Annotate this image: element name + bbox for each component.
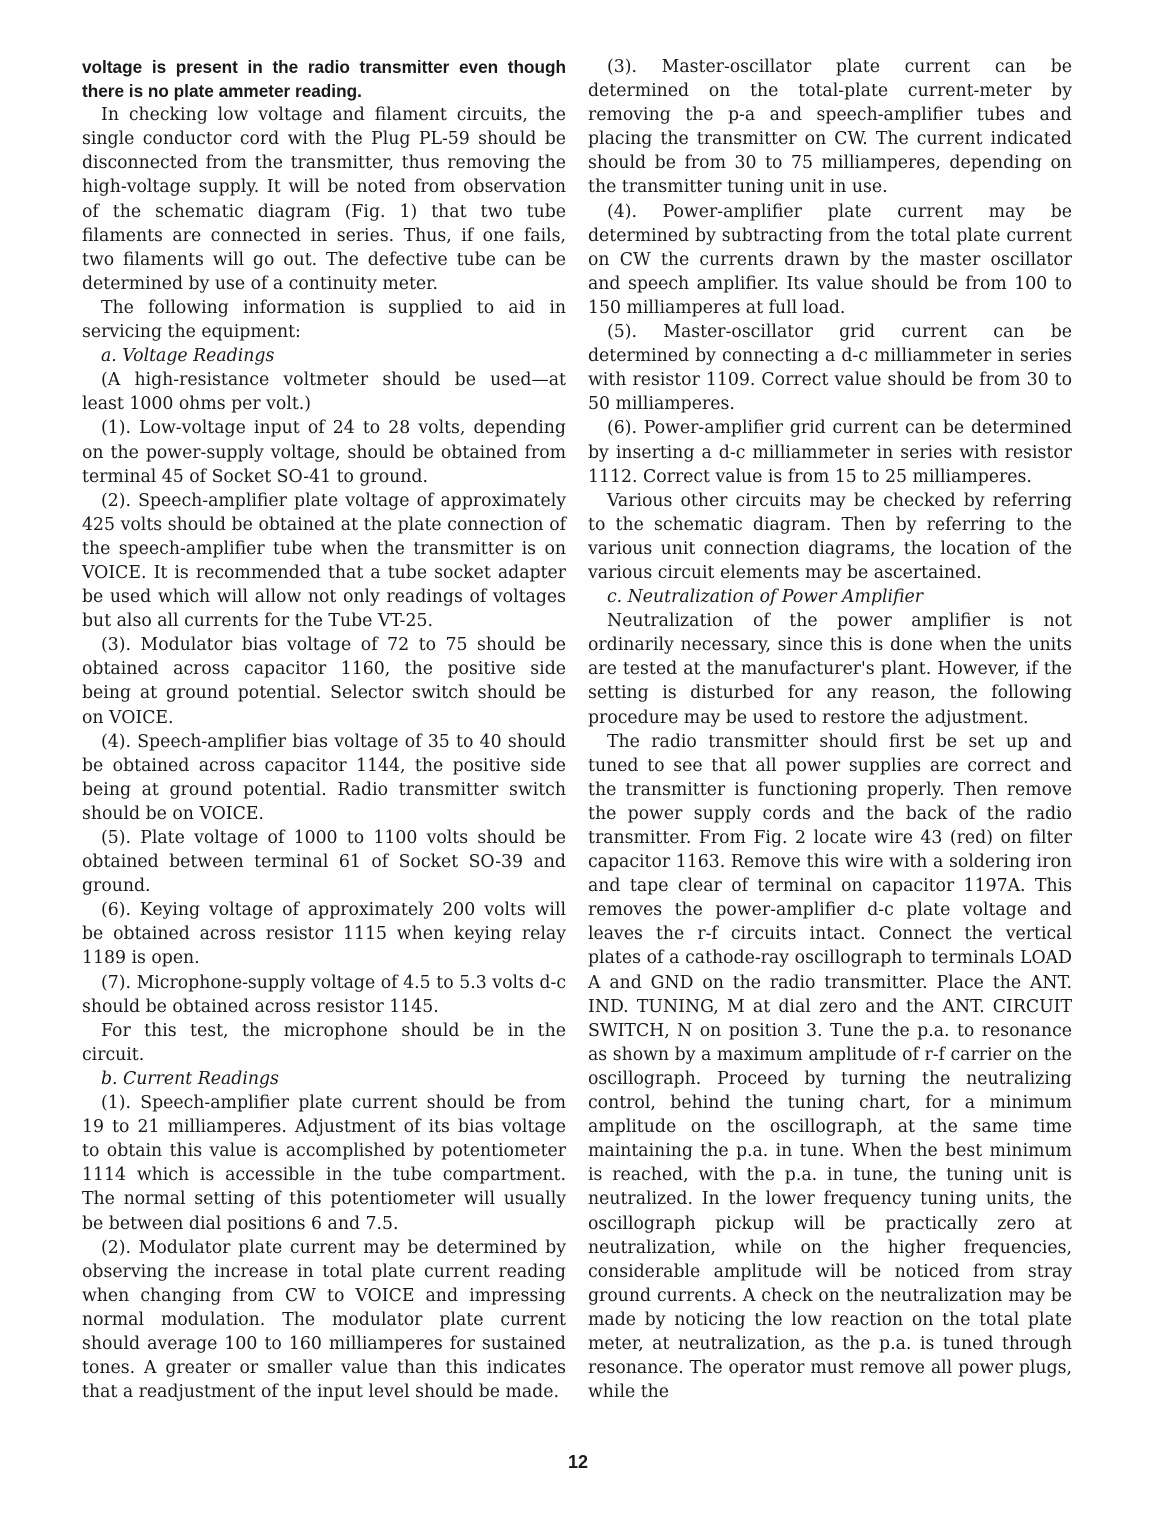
list-item: (3). Modulator bias voltage of 72 to 75 should be obtained across capacitor 1160, the positive side being at ground potential. Selector switch should be on VOICE. (82, 635, 566, 728)
paragraph: Various other circuits may be checked by referring to the schematic diagram. Then by referring to the various unit connection diagrams, the location of the various circuit elements may be ascertained. (588, 490, 1072, 583)
paragraph: In checking low voltage and filament circuits, the single conductor cord with the Plug PL-59 should be disconnected from the transmitter, thus removing the high-voltage supply. It will be noted from observation of the schematic diagram (Fig. 1) that two tube filaments are connected in series. Thus, if one fails, two filaments will go out. The defective tube can be determined by use of a continuity meter. (82, 105, 566, 294)
list-item: (1). Low-voltage input of 24 to 28 volts, depending on the power-supply voltage, should be obtained from terminal 45 of Socket SO-41 to ground. (82, 418, 566, 487)
paragraph: The radio transmitter should first be set up and tuned to see that all power supplies are correct and the transmitter is functioning properly. Then remove the power supply cords and the back of the radio transmitter. From Fig. 2 locate wire 43 (red) on filter capacitor 1163. Remove this wire with a soldering iron and tape clear of terminal on capacitor 1197A. This removes the power-amplifier d-c plate voltage and leaves the r-f circuits intact. Connect the vertical plates of a cathode-ray oscillograph to terminals LOAD A and GND on the radio transmitter. Place the ANT. IND. TUNING, M at dial zero and the ANT. CIRCUIT SWITCH, N on position 3. Tune the p.a. to resonance as shown by a maximum amplitude of r-f carrier on the oscillograph. Proceed by turning the neutralizing control, behind the tuning chart, for a minimum amplitude on the oscillograph, at the same time maintaining the p.a. in tune. When the best minimum is reached, with the p.a. in tune, the tuning unit is neutralized. In the lower frequency tuning units, the oscillograph pickup will be practically zero at neutralization, while on the higher frequencies, considerable amplitude will be noticed from stray ground currents. A check on the neutralization may be made by noticing the low reaction on the total plate meter, at neutralization, as the p.a. is tuned through resonance. The operator must remove all power plugs, while the (588, 731, 1072, 1403)
list-item: (5). Master-oscillator grid current can be determined by connecting a d-c milliammeter in series with resistor 1109. Correct value should be from 30 to 50 milliamperes. (588, 322, 1072, 415)
list-item: (6). Power-amplifier grid current can be determined by inserting a d-c milliammeter in series with resistor 1112. Correct value is from 15 to 25 milliamperes. (588, 418, 1072, 487)
right-column (588, 55, 1072, 1404)
paragraph: (A high-resistance voltmeter should be used—at least 1000 ohms per volt.) (82, 370, 566, 415)
list-item: (7). Microphone-supply voltage of 4.5 to 5.3 volts d-c should be obtained across resistor 1145. (82, 972, 566, 1017)
list-item: (4). Speech-amplifier bias voltage of 35 to 40 should be obtained across capacitor 1144, the positive side being at ground potential. Radio transmitter switch should be on VOICE. (82, 731, 566, 824)
list-item: (2). Speech-amplifier plate voltage of approximately 425 volts should be obtained at the plate connection of the speech-amplifier tube when the transmitter is on VOICE. It is recommended that a tube socket adapter be used which will allow not only readings of voltages but also all currents for the Tube VT-25. (82, 490, 566, 632)
list-item: (4). Power-amplifier plate current may be determined by subtracting from the total plate current on CW the currents drawn by the master oscillator and speech amplifier. Its value should be from 100 to 150 milliamperes at full load. (588, 201, 1072, 318)
list-item: (1). Speech-amplifier plate current should be from 19 to 21 milliamperes. Adjustment of its bias voltage to obtain this value is accomplished by potentiometer 1114 which is accessible in the tube compartment. The normal setting of this potentiometer will usually be between dial positions 6 and 7.5. (82, 1093, 566, 1234)
list-item: (5). Plate voltage of 1000 to 1100 volts should be obtained between terminal 61 of Socket SO-39 and ground. (82, 828, 566, 897)
section-heading-current: b. Current Readings (101, 1068, 279, 1089)
list-item: (2). Modulator plate current may be determined by observing the increase in total plate current reading when changing from CW to VOICE and impressing normal modulation. The modulator plate current should average 100 to 160 milliamperes for sustained tones. A greater or smaller value than this indicates that a readjustment of the input level should be made. (82, 1237, 566, 1403)
paragraph: The following information is supplied to aid in servicing the equipment: (82, 297, 566, 343)
left-column (82, 55, 566, 1404)
section-heading-voltage: a. Voltage Readings (101, 346, 275, 367)
list-item: (6). Keying voltage of approximately 200 volts will be obtained across resistor 1115 when keying relay 1189 is open. (82, 900, 566, 969)
page-number: 12 (567, 1452, 589, 1472)
paragraph: Neutralization of the power amplifier is not ordinarily necessary, since this is done when the units are tested at the manufacturer's plant. However, if the setting is disturbed for any reason, the following procedure may be used to restore the adjustment. (588, 611, 1072, 728)
section-heading-neutralization: c. Neutralization of Power Amplifier (607, 587, 924, 608)
list-item: (3). Master-oscillator plate current can be determined on the total-plate current-meter by removing the p-a and speech-amplifier tubes and placing the transmitter on CW. The current indicated should be from 30 to 75 milliamperes, depending on the transmitter tuning unit in use. (588, 57, 1072, 198)
paragraph: For this test, the microphone should be in the circuit. (82, 1020, 566, 1065)
continued-lead-text: voltage is present in the radio transmitter even though there is no plate ammeter reading. (82, 57, 566, 102)
